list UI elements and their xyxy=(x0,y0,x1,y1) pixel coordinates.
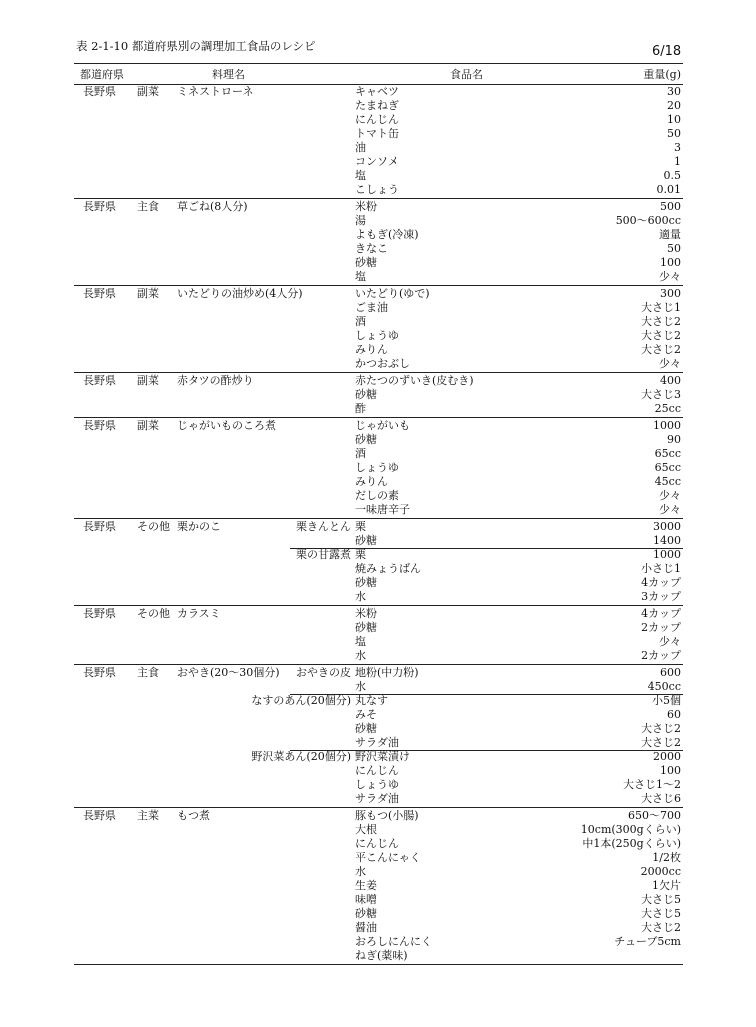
ingredient-weight: 適量 xyxy=(659,228,681,241)
recipe-prefecture: 長野県 xyxy=(83,666,116,679)
ingredient-name: 味噌 xyxy=(355,893,377,906)
ingredient-weight: 1欠片 xyxy=(652,879,681,892)
ingredient-weight: 大さじ2 xyxy=(641,921,681,934)
ingredient-name: 赤たつのずいき(皮むき) xyxy=(355,374,474,387)
ingredient-name: コンソメ xyxy=(355,155,399,168)
ingredient-weight: 1/2枚 xyxy=(652,851,681,864)
header-dish-name: 料理名 xyxy=(212,68,245,81)
recipe-category: 副菜 xyxy=(137,287,159,300)
ingredient-name: 湯 xyxy=(355,214,366,227)
ingredient-weight: 2000cc xyxy=(640,865,681,878)
ingredient-weight: 少々 xyxy=(659,489,681,502)
ingredient-weight: 大さじ2 xyxy=(641,315,681,328)
ingredient-weight: 大さじ1～2 xyxy=(623,778,681,791)
recipe-prefecture: 長野県 xyxy=(83,520,116,533)
page-number: 6/18 xyxy=(652,44,682,59)
ingredient-weight: 少々 xyxy=(659,503,681,516)
ingredient-weight: 少々 xyxy=(659,357,681,370)
ingredient-weight: 小さじ1 xyxy=(641,562,681,575)
ingredient-weight: 0.5 xyxy=(663,169,681,182)
ingredient-name: 水 xyxy=(355,865,366,878)
ingredient-weight: 20 xyxy=(667,99,681,112)
ingredient-name: かつおぶし xyxy=(355,357,410,370)
ingredient-name: じゃがいも xyxy=(355,419,410,432)
ingredient-name: 水 xyxy=(355,680,366,693)
ingredient-name: 豚もつ(小腸) xyxy=(355,809,419,822)
ingredient-name: しょうゆ xyxy=(355,778,399,791)
ingredient-weight: 100 xyxy=(660,256,681,269)
ingredient-weight: 65cc xyxy=(654,461,681,474)
table-bottom-rule xyxy=(74,964,683,965)
ingredient-name: みりん xyxy=(355,343,388,356)
ingredient-name: にんじん xyxy=(355,764,399,777)
ingredient-name: ねぎ(薬味) xyxy=(355,949,408,962)
ingredient-name: 砂糖 xyxy=(355,621,377,634)
ingredient-weight: 中1本(250gくらい) xyxy=(582,837,681,850)
ingredient-name: サラダ油 xyxy=(355,792,399,805)
ingredient-weight: 50 xyxy=(667,242,681,255)
ingredient-weight: 大さじ2 xyxy=(641,722,681,735)
ingredient-weight: 45cc xyxy=(654,475,681,488)
recipe-prefecture: 長野県 xyxy=(83,85,116,98)
ingredient-weight: 大さじ6 xyxy=(641,792,681,805)
ingredient-weight: 3 xyxy=(674,141,681,154)
ingredient-weight: 500 xyxy=(660,200,681,213)
recipe-category: 副菜 xyxy=(137,374,159,387)
ingredient-name: きなこ xyxy=(355,242,388,255)
recipe-prefecture: 長野県 xyxy=(83,287,116,300)
ingredient-name: キャベツ xyxy=(355,85,399,98)
ingredient-weight: 400 xyxy=(660,374,681,387)
ingredient-weight: 2カップ xyxy=(641,621,681,634)
ingredient-weight: 65cc xyxy=(654,447,681,460)
ingredient-weight: 500～600cc xyxy=(615,214,681,227)
ingredient-name: いたどり(ゆで) xyxy=(355,287,430,300)
ingredient-name: 平こんにゃく xyxy=(355,851,421,864)
ingredient-weight: 50 xyxy=(667,127,681,140)
ingredient-name: 大根 xyxy=(355,823,377,836)
recipe-dish-name: おやき(20～30個分) xyxy=(177,666,280,679)
recipe-category: 副菜 xyxy=(137,419,159,432)
recipe-dish-name: もつ煮 xyxy=(177,809,210,822)
ingredient-weight: 10 xyxy=(667,113,681,126)
ingredient-name: にんじん xyxy=(355,837,399,850)
ingredient-weight: 少々 xyxy=(659,270,681,283)
ingredient-name: 砂糖 xyxy=(355,576,377,589)
ingredient-name: しょうゆ xyxy=(355,461,399,474)
recipe-category: 副菜 xyxy=(137,85,159,98)
ingredient-weight: 大さじ2 xyxy=(641,736,681,749)
recipe-separator-rule xyxy=(74,198,683,199)
recipe-prefecture: 長野県 xyxy=(83,419,116,432)
ingredient-name: 水 xyxy=(355,590,366,603)
recipe-category: 主食 xyxy=(137,666,159,679)
ingredient-name: 砂糖 xyxy=(355,433,377,446)
sub-recipe-name: 栗きんとん xyxy=(296,520,351,533)
recipe-separator-rule xyxy=(74,518,683,519)
ingredient-weight: 0.01 xyxy=(656,183,681,196)
ingredient-weight: 300 xyxy=(660,287,681,300)
recipe-prefecture: 長野県 xyxy=(83,809,116,822)
recipe-prefecture: 長野県 xyxy=(83,374,116,387)
ingredient-name: 米粉 xyxy=(355,200,377,213)
ingredient-weight: 大さじ3 xyxy=(641,388,681,401)
ingredient-name: にんじん xyxy=(355,113,399,126)
recipe-dish-name: カラスミ xyxy=(177,607,221,620)
recipe-category: その他 xyxy=(137,607,170,620)
table-caption: 表 2-1-10 都道府県別の調理加工食品のレシピ xyxy=(76,39,316,53)
sub-recipe-name: 野沢菜あん(20個分) xyxy=(251,750,351,763)
sub-recipe-name: なすのあん(20個分) xyxy=(251,694,351,707)
ingredient-weight: 650～700 xyxy=(628,809,681,822)
ingredient-name: こしょう xyxy=(355,183,399,196)
recipe-dish-name: 草ごね(8人分) xyxy=(177,200,248,213)
ingredient-weight: 2000 xyxy=(653,750,681,763)
ingredient-name: 焼みょうばん xyxy=(355,562,421,575)
ingredient-weight: 大さじ2 xyxy=(641,343,681,356)
recipe-dish-name: いたどりの油炒め(4人分) xyxy=(177,287,303,300)
ingredient-name: 砂糖 xyxy=(355,907,377,920)
ingredient-weight: 25cc xyxy=(654,402,681,415)
ingredient-name: 砂糖 xyxy=(355,256,377,269)
ingredient-weight: 4カップ xyxy=(641,576,681,589)
ingredient-weight: 600 xyxy=(660,666,681,679)
recipe-separator-rule xyxy=(74,664,683,665)
ingredient-name: 米粉 xyxy=(355,607,377,620)
ingredient-weight: 大さじ1 xyxy=(641,301,681,314)
ingredient-name: たまねぎ xyxy=(355,99,399,112)
ingredient-weight: 小5個 xyxy=(652,694,681,707)
ingredient-name: おろしにんにく xyxy=(355,935,432,948)
sub-recipe-name: 栗の甘露煮 xyxy=(296,548,351,561)
ingredient-name: 栗 xyxy=(355,548,366,561)
ingredient-weight: 450cc xyxy=(647,680,681,693)
ingredient-name: 丸なす xyxy=(355,694,388,707)
table-top-rule xyxy=(74,63,683,64)
ingredient-name: 生姜 xyxy=(355,879,377,892)
recipe-dish-name: ミネストローネ xyxy=(177,85,254,98)
ingredient-name: 砂糖 xyxy=(355,388,377,401)
ingredient-name: 塩 xyxy=(355,169,366,182)
recipe-category: 主食 xyxy=(137,200,159,213)
recipe-dish-name: 栗かのこ xyxy=(177,520,221,533)
ingredient-weight: チューブ5cm xyxy=(614,935,681,948)
ingredient-name: 水 xyxy=(355,649,366,662)
header-prefecture: 都道府県 xyxy=(80,68,124,81)
ingredient-weight: 1000 xyxy=(653,419,681,432)
ingredient-name: 塩 xyxy=(355,270,366,283)
recipe-category: 主菜 xyxy=(137,809,159,822)
ingredient-weight: 1 xyxy=(674,155,681,168)
ingredient-weight: 1000 xyxy=(653,548,681,561)
ingredient-name: サラダ油 xyxy=(355,736,399,749)
ingredient-name: 油 xyxy=(355,141,366,154)
ingredient-weight: 90 xyxy=(667,433,681,446)
recipe-separator-rule xyxy=(74,807,683,808)
ingredient-weight: 100 xyxy=(660,764,681,777)
ingredient-name: 一味唐辛子 xyxy=(355,503,410,516)
ingredient-name: だしの素 xyxy=(355,489,399,502)
recipe-category: その他 xyxy=(137,520,170,533)
ingredient-weight: 4カップ xyxy=(641,607,681,620)
recipe-dish-name: じゃがいものころ煮 xyxy=(177,419,276,432)
ingredient-weight: 大さじ2 xyxy=(641,329,681,342)
ingredient-name: 砂糖 xyxy=(355,722,377,735)
ingredient-weight: 60 xyxy=(667,708,681,721)
ingredient-weight: 30 xyxy=(667,85,681,98)
recipe-prefecture: 長野県 xyxy=(83,200,116,213)
recipe-separator-rule xyxy=(74,285,683,286)
ingredient-weight: 少々 xyxy=(659,635,681,648)
header-food-name: 食品名 xyxy=(450,68,483,81)
ingredient-weight: 大さじ5 xyxy=(641,907,681,920)
ingredient-name: ごま油 xyxy=(355,301,388,314)
ingredient-name: トマト缶 xyxy=(355,127,399,140)
ingredient-name: 栗 xyxy=(355,520,366,533)
ingredient-weight: 大さじ5 xyxy=(641,893,681,906)
ingredient-name: みりん xyxy=(355,475,388,488)
recipe-separator-rule xyxy=(74,605,683,606)
ingredient-name: 地粉(中力粉) xyxy=(355,666,419,679)
ingredient-name: 砂糖 xyxy=(355,534,377,547)
ingredient-weight: 3000 xyxy=(653,520,681,533)
ingredient-name: 酒 xyxy=(355,447,366,460)
ingredient-name: よもぎ(冷凍) xyxy=(355,228,419,241)
recipe-prefecture: 長野県 xyxy=(83,607,116,620)
sub-recipe-name: おやきの皮 xyxy=(296,666,351,679)
ingredient-name: 酒 xyxy=(355,315,366,328)
ingredient-weight: 2カップ xyxy=(641,649,681,662)
ingredient-weight: 1400 xyxy=(653,534,681,547)
ingredient-name: 野沢菜漬け xyxy=(355,750,410,763)
ingredient-name: しょうゆ xyxy=(355,329,399,342)
ingredient-weight: 3カップ xyxy=(641,590,681,603)
header-weight: 重量(g) xyxy=(643,68,681,81)
ingredient-weight: 10cm(300gくらい) xyxy=(580,823,681,836)
ingredient-name: 塩 xyxy=(355,635,366,648)
ingredient-name: 醤油 xyxy=(355,921,377,934)
ingredient-name: 酢 xyxy=(355,402,366,415)
recipe-separator-rule xyxy=(74,372,683,373)
recipe-dish-name: 赤タツの酢炒り xyxy=(177,374,254,387)
recipe-separator-rule xyxy=(74,417,683,418)
ingredient-name: みそ xyxy=(355,708,377,721)
